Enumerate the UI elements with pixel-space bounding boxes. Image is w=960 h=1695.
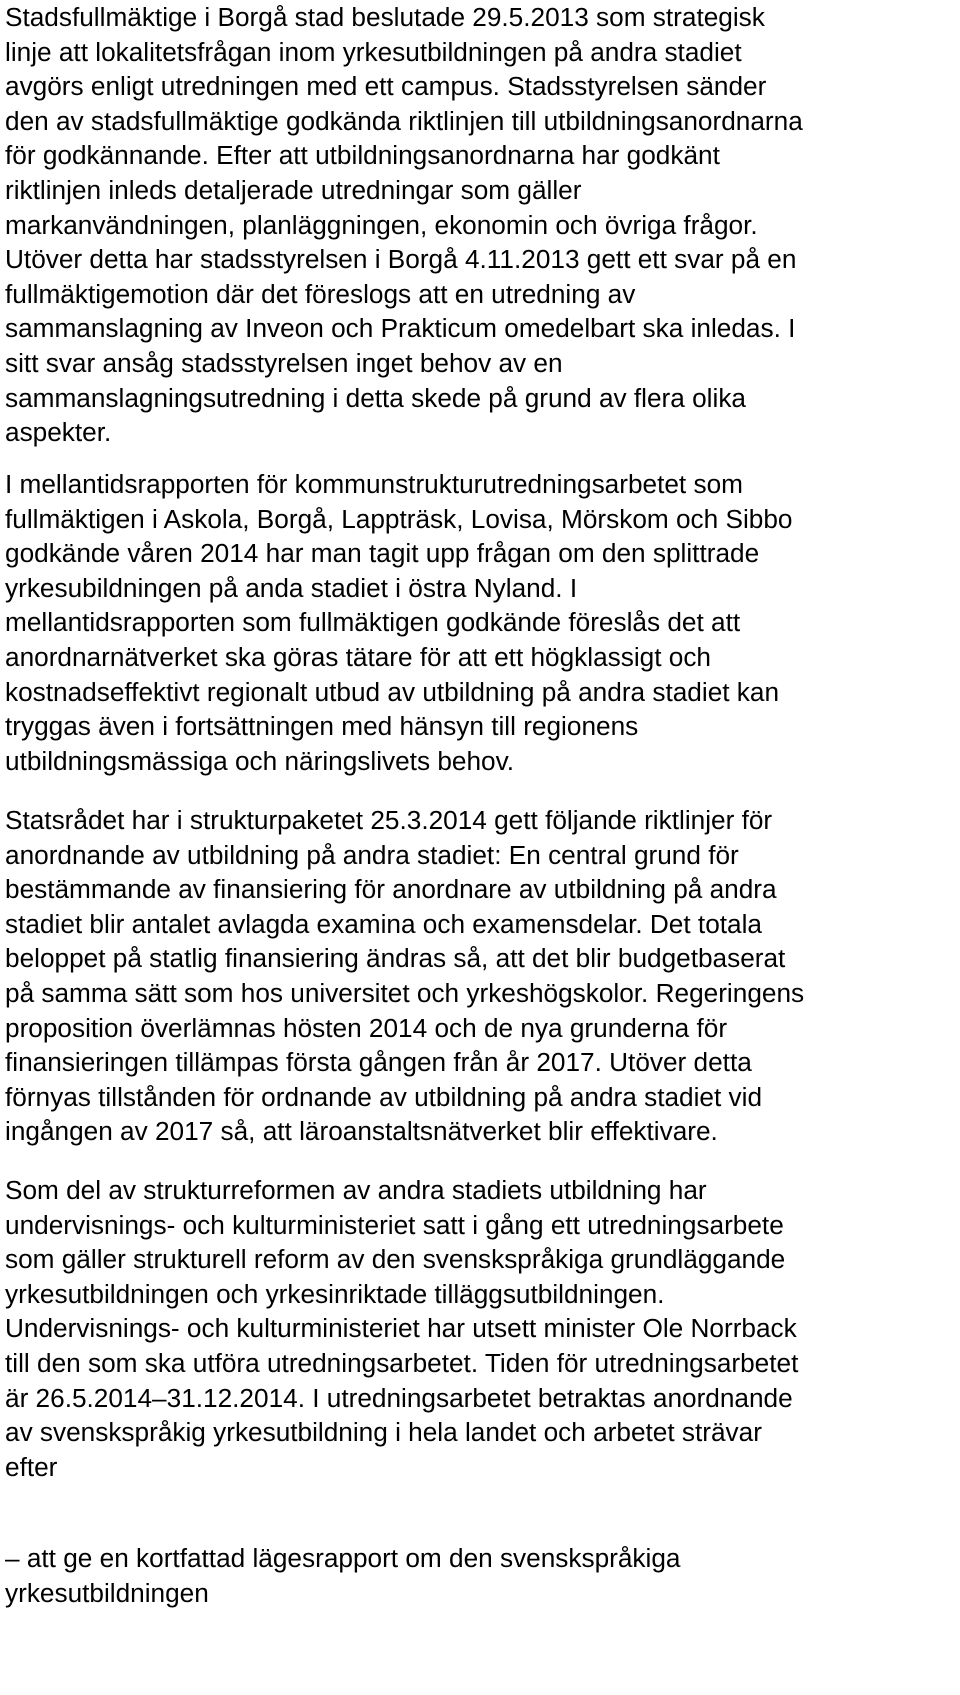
paragraph-interim-report xyxy=(5,467,792,778)
text-line: aspekter. xyxy=(5,417,112,448)
text-line: anordnarnätverket ska göras tätare för att ett högklassigt och xyxy=(5,641,712,672)
text-line: kostnadseffektivt regionalt utbud av utbildning på andra stadiet kan xyxy=(5,676,780,707)
text-line: sammanslagning av Inveon och Prakticum omedelbart ska inledas. I xyxy=(5,313,796,344)
text-line: bestämmande av finansiering för anordnare av utbildning på andra xyxy=(5,874,777,905)
text-line: fullmäktigemotion där det föreslogs att en utredning av xyxy=(5,278,636,309)
paragraph-borga-decision xyxy=(5,0,803,450)
text-line: beloppet på statlig finansiering ändras så, att det blir budgetbaserat xyxy=(5,943,786,974)
text-line: på samma sätt som hos universitet och yrkeshögskolor. Regeringens xyxy=(5,977,805,1008)
text-line: yrkesubildningen på anda stadiet i östra Nyland. I xyxy=(5,572,578,603)
text-line: den av stadsfullmäktige godkända riktlinjen till utbildningsanordnarna xyxy=(5,105,803,136)
text-line: är 26.5.2014–31.12.2014. I utredningsarbetet betraktas anordnande xyxy=(5,1382,793,1413)
text-line: mellantidsrapporten som fullmäktigen godkände föreslås det att xyxy=(5,607,741,638)
text-line: I mellantidsrapporten för kommunstrukturutredningsarbetet som xyxy=(5,469,743,499)
text-line: till den som ska utföra utredningsarbetet. Tiden för utredningsarbetet xyxy=(5,1347,799,1378)
paragraph-structural-package xyxy=(5,803,804,1149)
text-line: ingången av 2017 så, att läroanstaltsnätverket blir effektivare. xyxy=(5,1116,718,1147)
text-line: fullmäktigen i Askola, Borgå, Lappträsk, Lovisa, Mörskom och Sibbo xyxy=(5,503,793,534)
text-line: markanvändningen, planläggningen, ekonomin och övriga frågor. xyxy=(5,209,758,240)
text-line: sitt svar ansåg stadsstyrelsen inget behov av en xyxy=(5,347,563,378)
text-line: sammanslagningsutredning i detta skede på grund av flera olika xyxy=(5,382,746,413)
paragraph-bullet-item xyxy=(5,1541,680,1610)
text-line: undervisnings- och kulturministeriet satt i gång ett utredningsarbete xyxy=(5,1209,784,1240)
text-line: Undervisnings- och kulturministeriet har utsett minister Ole Norrback xyxy=(5,1313,797,1344)
text-line: Som del av strukturreformen av andra stadiets utbildning har xyxy=(5,1175,707,1205)
text-line: finansieringen tillämpas första gången från år 2017. Utöver detta xyxy=(5,1047,752,1078)
text-line: yrkesutbildningen och yrkesinriktade tilläggsutbildningen. xyxy=(5,1278,665,1309)
text-line: godkände våren 2014 har man tagit upp frågan om den splittrade xyxy=(5,538,760,569)
text-line: yrkesutbildningen xyxy=(5,1577,209,1608)
text-line: riktlinjen inleds detaljerade utredningar som gäller xyxy=(5,174,582,205)
paragraph-structural-reform xyxy=(5,1173,798,1484)
text-line: linje att lokalitetsfrågan inom yrkesutbildningen på andra stadiet xyxy=(5,36,742,67)
text-line: Utöver detta har stadsstyrelsen i Borgå 4.11.2013 gett ett svar på en xyxy=(5,244,797,275)
text-line: efter xyxy=(5,1451,58,1482)
text-line: Statsrådet har i strukturpaketet 25.3.2014 gett följande riktlinjer för xyxy=(5,805,773,835)
text-line: för godkännande. Efter att utbildningsanordnarna har godkänt xyxy=(5,140,720,171)
text-line: förnyas tillstånden för ordnande av utbildning på andra stadiet vid xyxy=(5,1081,763,1112)
text-line: anordnande av utbildning på andra stadiet: En central grund för xyxy=(5,839,739,870)
text-line: av svenskspråkig yrkesutbildning i hela landet och arbetet strävar xyxy=(5,1417,762,1448)
text-line: avgörs enligt utredningen med ett campus. Stadsstyrelsen sänder xyxy=(5,71,767,102)
text-line: tryggas även i fortsättningen med hänsyn till regionens xyxy=(5,711,639,742)
text-line: proposition överlämnas hösten 2014 och de nya grunderna för xyxy=(5,1012,728,1043)
text-line: stadiet blir antalet avlagda examina och examensdelar. Det totala xyxy=(5,908,762,939)
text-line: – att ge en kortfattad lägesrapport om den svenskspråkiga xyxy=(5,1543,681,1573)
text-line: som gäller strukturell reform av den svenskspråkiga grundläggande xyxy=(5,1244,786,1275)
text-line: utbildningsmässiga och näringslivets behov. xyxy=(5,745,515,776)
text-line: Stadsfullmäktige i Borgå stad beslutade 29.5.2013 som strategisk xyxy=(5,2,765,32)
